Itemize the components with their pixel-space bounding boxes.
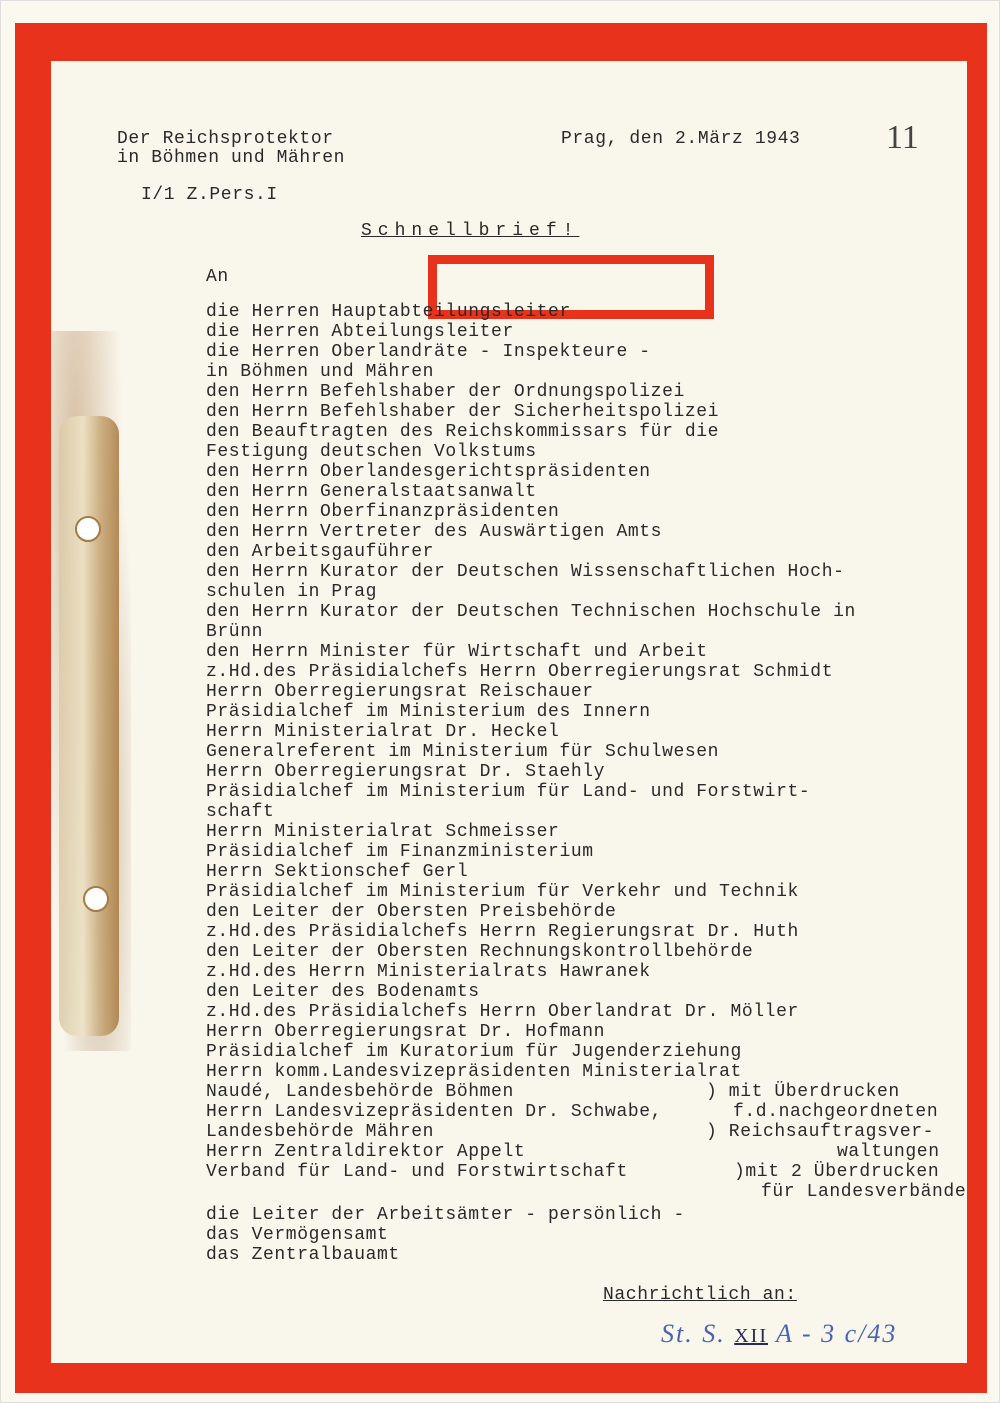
recipient-line: Generalreferent im Ministerium für Schulwesen [206,742,720,762]
document-title: Schnellbrief! [361,221,580,241]
recipient-line: z.Hd.des Herrn Ministerialrats Hawranek [206,962,651,982]
archive-stamp [661,1319,897,1349]
recipient-line: Herrn komm.Landesvizepräsidenten Ministerialrat [206,1062,742,1082]
punch-hole [83,886,109,912]
stamp-roman: XII [734,1325,768,1347]
recipient-line: z.Hd.des Präsidialchefs Herrn Regierungsrat Dr. Huth [206,922,799,942]
recipient-line: Herrn Zentraldirektor Appelt [206,1142,526,1162]
recipient-line: z.Hd.des Präsidialchefs Herrn Oberlandrat Dr. Möller [206,1002,799,1022]
recipient-line: Naudé, Landesbehörde Böhmen [206,1082,514,1102]
recipient-line: Herrn Oberregierungsrat Reischauer [206,682,594,702]
recipient-line: die Herren Hauptabteilungsleiter [206,302,571,322]
recipient-line: den Leiter der Obersten Rechnungskontrollbehörde [206,942,754,962]
recipient-line: Präsidialchef im Ministerium für Verkehr und Technik [206,882,799,902]
recipient-line: Präsidialchef im Finanzministerium [206,842,594,862]
recipient-line: Herrn Ministerialrat Dr. Heckel [206,722,560,742]
folio-number: 11 [886,119,919,156]
recipient-line: Verband für Land- und Forstwirtschaft [206,1162,628,1182]
place-date: Prag, den 2.März 1943 [561,129,801,149]
recipient-line: das Zentralbauamt [206,1245,400,1265]
recipient-line: Landesbehörde Mähren [206,1122,435,1142]
recipient-line: Festigung deutschen Volkstums [206,442,537,462]
stamp-suffix: A - 3 c/43 [776,1319,898,1348]
recipient-line: das Vermögensamt [206,1225,389,1245]
recipient-line: den Herrn Oberlandesgerichtspräsidenten [206,462,651,482]
recipient-line: Präsidialchef im Kuratorium für Jugenderziehung [206,1042,742,1062]
recipient-line: die Herren Oberlandräte - Inspekteure - [206,342,651,362]
recipient-line: den Herrn Kurator der Deutschen Technischen Hochschule in [206,602,856,622]
recipient-line: in Böhmen und Mähren [206,362,435,382]
recipient-line: z.Hd.des Präsidialchefs Herrn Oberregierungsrat Schmidt [206,662,834,682]
recipient-line: Präsidialchef im Ministerium für Land- und Forstwirt- [206,782,811,802]
recipient-line: den Herrn Vertreter des Auswärtigen Amts [206,522,663,542]
overprint-note: )mit 2 Überdrucken [734,1162,940,1182]
recipient-line: Herrn Sektionschef Gerl [206,862,469,882]
recipient-line: schulen in Prag [206,582,378,602]
recipient-line: Herrn Ministerialrat Schmeisser [206,822,560,842]
overprint-note: für Landesverbände [761,1182,967,1202]
sender-line-2: in Böhmen und Mähren [117,148,346,168]
recipient-line: den Herrn Minister für Wirtschaft und Arbeit [206,642,708,662]
punch-hole [75,516,101,542]
recipient-line: die Herren Abteilungsleiter [206,322,514,342]
recipient-line: schaft [206,802,275,822]
sender-line-1: Der Reichsprotektor [117,129,334,149]
recipient-line: Brünn [206,622,264,642]
salutation: An [206,267,229,287]
recipient-line: Herrn Landesvizepräsidenten Dr. Schwabe, [206,1102,663,1122]
recipient-line: die Leiter der Arbeitsämter - persönlich - [206,1205,685,1225]
overprint-note: waltungen [837,1142,940,1162]
notice-heading: Nachrichtlich an: [603,1285,797,1305]
overprint-note: ) Reichsauftragsver- [706,1122,935,1142]
recipient-line: Herrn Oberregierungsrat Dr. Staehly [206,762,606,782]
recipient-line: Herrn Oberregierungsrat Dr. Hofmann [206,1022,606,1042]
recipient-line: Präsidialchef im Ministerium des Innern [206,702,651,722]
overprint-note: ) mit Überdrucken [706,1082,900,1102]
reference-code: I/1 Z.Pers.I [141,185,278,205]
recipient-line: den Herrn Generalstaatsanwalt [206,482,537,502]
stamp-prefix: St. S. [661,1319,726,1348]
recipient-line: den Arbeitsgauführer [206,542,435,562]
binding-clip-image [59,416,119,1036]
overprint-note: f.d.nachgeordneten [733,1102,939,1122]
recipient-line: den Leiter des Bodenamts [206,982,480,1002]
recipient-line: den Herrn Befehlshaber der Ordnungspolizei [206,382,685,402]
recipient-line: den Herrn Kurator der Deutschen Wissenschaftlichen Hoch- [206,562,845,582]
recipient-line: den Beauftragten des Reichskommissars für die [206,422,720,442]
recipient-line: den Herrn Befehlshaber der Sicherheitspolizei [206,402,720,422]
recipient-line: den Herrn Oberfinanzpräsidenten [206,502,560,522]
recipient-line: den Leiter der Obersten Preisbehörde [206,902,617,922]
